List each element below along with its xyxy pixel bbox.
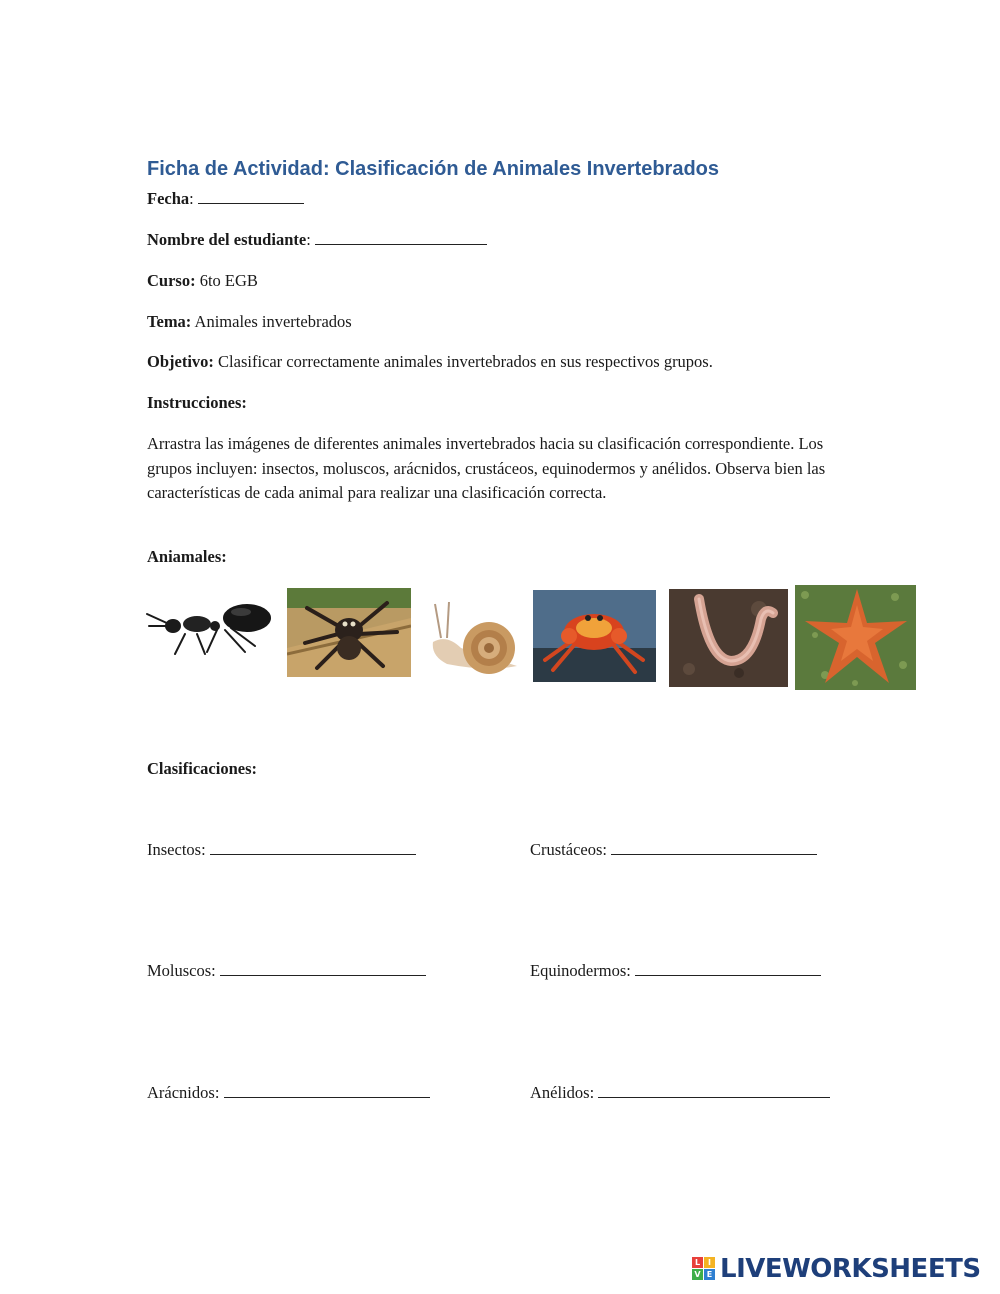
moluscos-target[interactable]: Moluscos:	[147, 961, 426, 981]
nombre-line: Nombre del estudiante:	[147, 230, 487, 250]
page-title: Ficha de Actividad: Clasificación de Animales Invertebrados	[147, 158, 720, 180]
equinodermos-drop-line[interactable]	[635, 961, 821, 976]
insectos-drop-line[interactable]	[210, 840, 416, 855]
snail-image[interactable]	[427, 598, 521, 674]
anelidos-drop-line[interactable]	[598, 1083, 830, 1098]
tema-label: Tema:	[147, 312, 192, 331]
ant-image[interactable]	[145, 596, 275, 658]
anelidos-target[interactable]: Anélidos:	[530, 1083, 830, 1103]
fecha-field[interactable]	[198, 189, 304, 204]
starfish-image[interactable]	[795, 585, 916, 690]
liveworksheets-logo-text: LIVEWORKSHEETS	[720, 1254, 981, 1284]
tema-value: Animales invertebrados	[194, 312, 352, 331]
aracnidos-drop-line[interactable]	[224, 1083, 430, 1098]
tema-line	[147, 312, 352, 332]
earthworm-image[interactable]	[669, 589, 788, 687]
crab-image[interactable]	[533, 590, 656, 682]
insectos-target[interactable]: Insectos:	[147, 840, 416, 860]
aracnidos-target[interactable]: Arácnidos:	[147, 1083, 430, 1103]
instructions-text: Arrastra las imágenes de diferentes animales invertebrados hacia su clasificación correspondiente. Los grupos incluyen: insectos, moluscos, arácnidos, crustáceos, equinodermos y anélidos. Observa bien las características de cada animal para realizar una clasificación correcta.	[147, 434, 826, 502]
moluscos-drop-line[interactable]	[220, 961, 426, 976]
curso-value: 6to EGB	[199, 271, 258, 290]
crustaceos-target[interactable]: Crustáceos:	[530, 840, 817, 860]
classifications-heading: Clasificaciones:	[147, 759, 257, 778]
nombre-field[interactable]	[315, 230, 487, 245]
curso-label: Curso:	[147, 271, 196, 290]
fecha-line: Fecha:	[147, 189, 304, 209]
instructions-heading: Instrucciones:	[147, 393, 247, 412]
liveworksheets-logo-icon: L I V E	[692, 1257, 716, 1281]
objetivo-value: Clasificar correctamente animales invertebrados en sus respectivos grupos.	[218, 352, 713, 371]
crustaceos-drop-line[interactable]	[611, 840, 817, 855]
liveworksheets-logo	[692, 1254, 981, 1284]
curso-line	[147, 271, 258, 291]
objetivo-label: Objetivo:	[147, 352, 214, 371]
spider-image[interactable]	[287, 588, 411, 677]
objetivo-line	[147, 352, 713, 372]
fecha-label: Fecha	[147, 189, 190, 208]
equinodermos-target[interactable]: Equinodermos:	[530, 961, 821, 981]
animals-heading: Aniamales:	[147, 547, 227, 566]
nombre-label: Nombre del estudiante	[147, 230, 307, 249]
